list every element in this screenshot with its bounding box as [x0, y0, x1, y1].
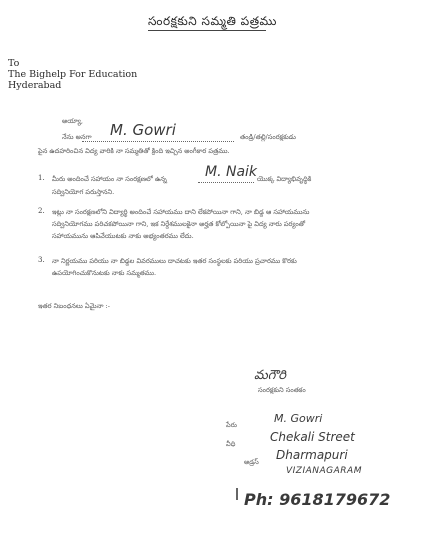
point-3-line2: ఉపయోగించుకొనుటకు నాకు సమ్మతము. [52, 269, 157, 277]
point-1-line1-lead: మీరు అందించే సహాయం నా సంరక్షణలో ఉన్న [52, 175, 167, 183]
point-1-student-value: M. Naik [205, 164, 258, 180]
signature-label: సంరక్షకుని సంతకం [258, 386, 306, 394]
address-org: The Bighelp For Education [8, 69, 138, 80]
details-name-value: M. Gowri [274, 412, 323, 425]
address-city: Hyderabad [8, 80, 62, 91]
point-1-number: 1. [38, 174, 45, 182]
point-1-line1-tail: యొక్క విద్యాభివృద్ధికి [257, 175, 312, 183]
point-1-student-line [198, 182, 254, 183]
details-street-label: వీధి [226, 440, 236, 448]
details-name-label: పేరు [226, 421, 237, 429]
page-title: సంరక్షకుని సమ్మతి పత్రము [148, 14, 277, 28]
point-2-number: 2. [38, 207, 45, 215]
point-1-line2: సద్వినియోగ పరుస్తానని. [52, 188, 115, 196]
other-conditions: ఇతర నిబంధనలు ఏమైనా :- [38, 302, 110, 310]
point-3-number: 3. [38, 256, 45, 264]
point-2-line3: సహాయమును ఆపివేయుటకు నాకు అభ్యంతరము లేదు. [52, 232, 194, 240]
point-2-line1: ఇట్లు నా సంరక్షణలోని విద్యార్థి అందించే సహాయము దాని లేకపోయినా గాని, నా బిడ్డ ఆ సహాయమును [52, 208, 310, 216]
details-town-value: VIZIANAGARAM [286, 466, 362, 476]
address-to: To [8, 58, 20, 69]
intro-relation: తండ్రి/తల్లి/సంరక్షకుడు [240, 133, 296, 141]
details-address-label: అడ్రస్ [244, 458, 259, 466]
details-area-value: Dharmapuri [276, 448, 348, 462]
details-phone-value: Ph: 9618179672 [244, 490, 391, 509]
intro-lead: నేను అనగా [62, 133, 92, 141]
salutation: అయ్యా, [62, 117, 83, 125]
ink-mark [236, 488, 238, 500]
intro-name-value: M. Gowri [110, 121, 176, 139]
signature-mark: మగౌరి [254, 368, 286, 383]
title-underline [148, 30, 266, 31]
point-2-line2: సద్వినియోగము పరిచకపోయినా గాని, ఇక నిర్దేశములకైనా అర్హత కోల్పోయినా పై విద్య నారు పర్యంతో [52, 220, 306, 228]
intro-line2: పైన ఉదహరించిన విద్య వారికి నా సమ్మతితో క్రింది ఇచ్చిన అంగీకార పత్రము. [38, 147, 230, 155]
intro-name-line [82, 141, 234, 142]
point-3-line1: నా నిర్ణయము పరియు నా బిడ్డల వివరములు దాచటకు ఇతర సంస్థలకు పరియు ప్రచారము కొరకు [52, 257, 297, 265]
details-street-value: Chekali Street [270, 430, 355, 444]
